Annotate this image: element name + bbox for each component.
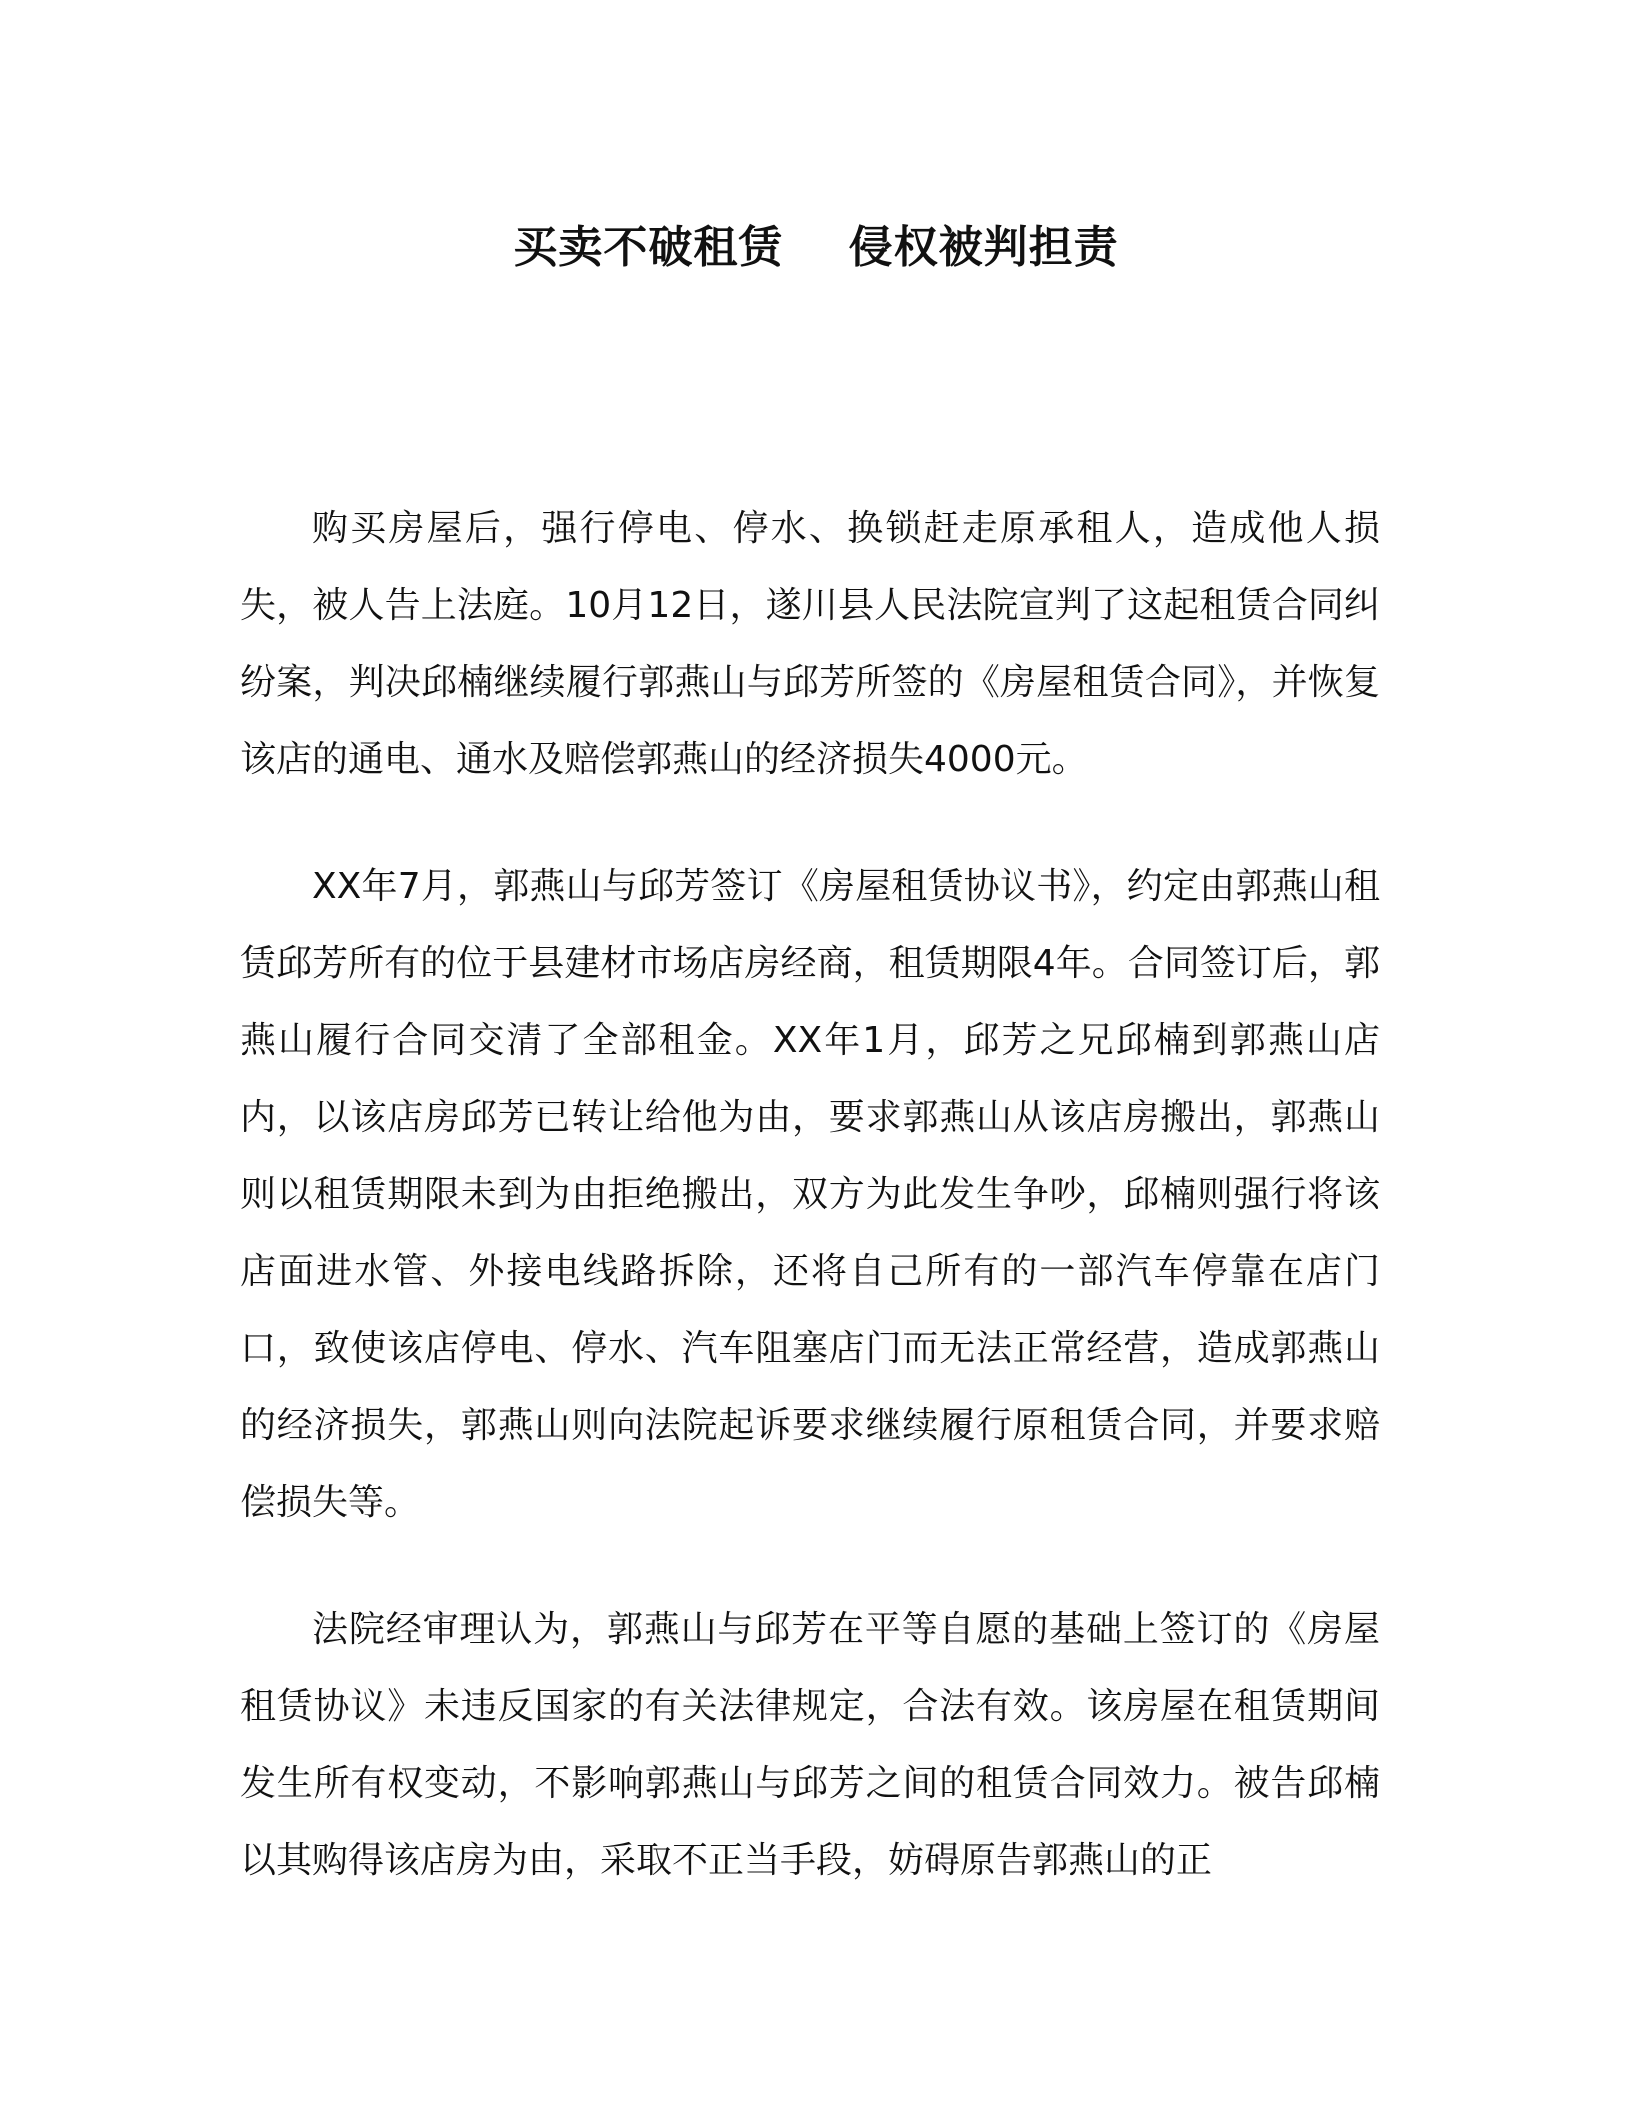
paragraph-1: 购买房屋后，强行停电、停水、换锁赶走原承租人，造成他人损失，被人告上法庭。10月12日，遂川县人民法院宣判了这起租赁合同纠纷案，判决邱楠继续履行郭燕山与邱芳所签的《房屋租赁合同》，并恢复该店的通电、通水及赔偿郭燕山的经济损失4000元。 <box>240 508 1380 780</box>
paragraph-2: XX年7月，郭燕山与邱芳签订《房屋租赁协议书》，约定由郭燕山租赁邱芳所有的位于县建材市场店房经商，租赁期限4年。合同签订后，郭燕山履行合同交清了全部租金。XX年1月，邱芳之兄邱楠到郭燕山店内，以该店房邱芳已转让给他为由，要求郭燕山从该店房搬出，郭燕山则以租赁期限未到为由拒绝搬出，双方为此发生争吵，邱楠则强行将该店面进水管、外接电线路拆除，还将自己所有的一部汽车停靠在店门口，致使该店停电、停水、汽车阻塞店门而无法正常经营，造成郭燕山的经济损失，郭燕山则向法院起诉要求继续履行原租赁合同，并要求赔偿损失等。 <box>240 866 1380 1523</box>
document-body <box>240 490 1380 1949</box>
document-title: 买卖不破租赁 侵权被判担责 <box>513 222 1119 273</box>
paragraph-3: 法院经审理认为，郭燕山与邱芳在平等自愿的基础上签订的《房屋租赁协议》未违反国家的有关法律规定，合法有效。该房屋在租赁期间发生所有权变动，不影响郭燕山与邱芳之间的租赁合同效力。被告邱楠以其购得该店房为由，采取不正当手段，妨碍原告郭燕山的正 <box>240 1609 1380 1881</box>
